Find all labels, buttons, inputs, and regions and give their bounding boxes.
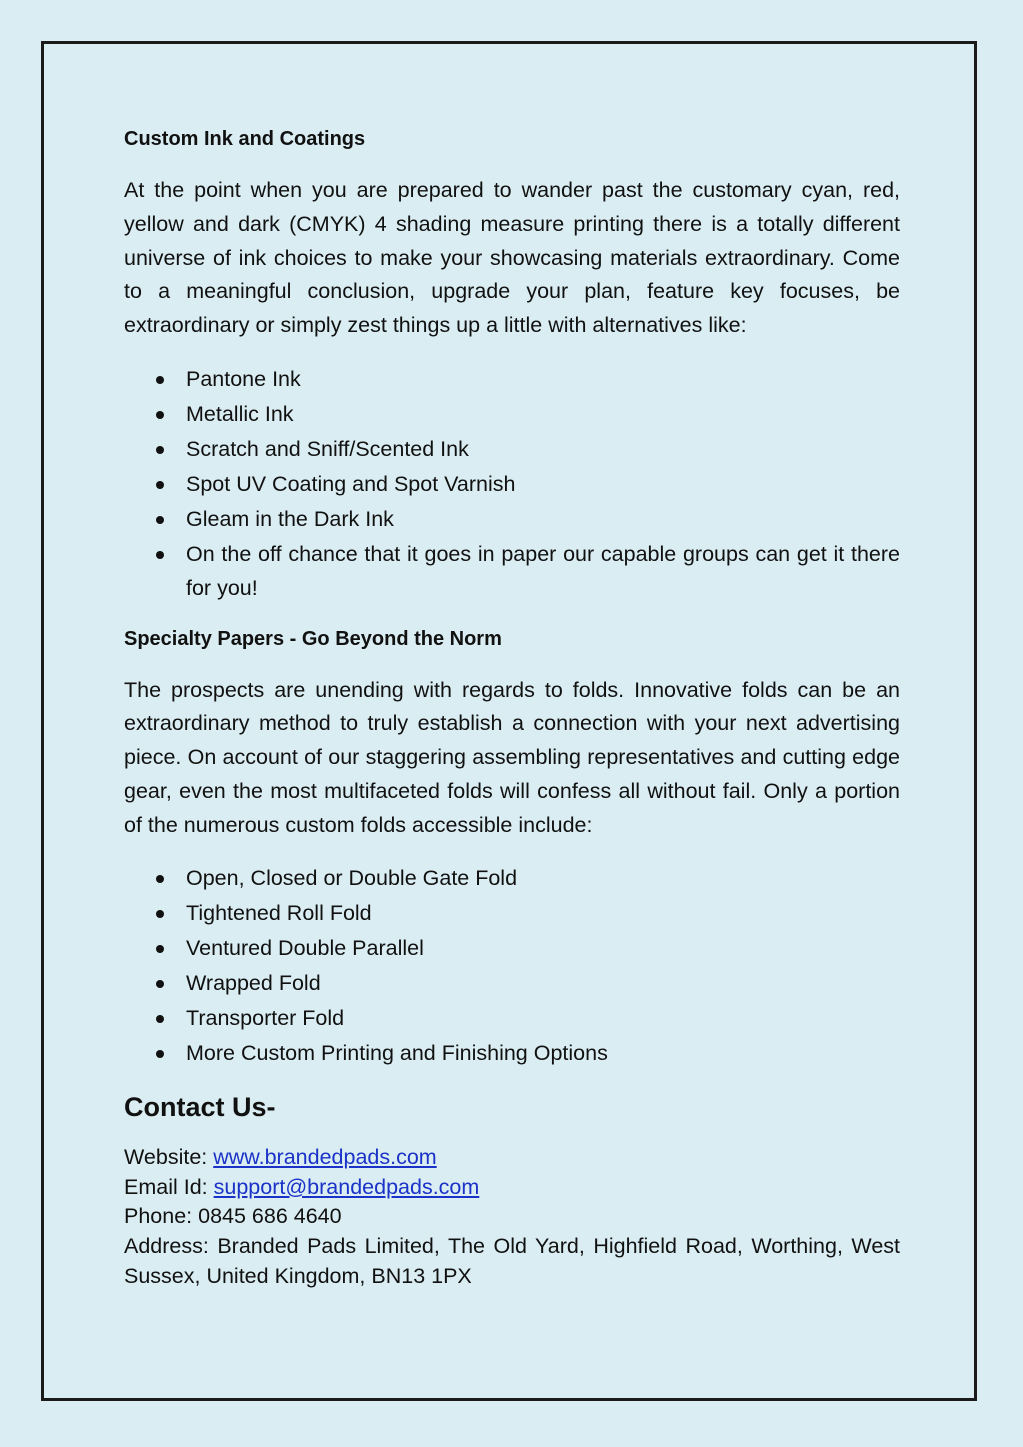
- list-item: Metallic Ink: [124, 398, 900, 432]
- list-item: More Custom Printing and Finishing Options: [124, 1037, 900, 1071]
- contact-phone: Phone: 0845 686 4640: [124, 1204, 342, 1229]
- contact-title: Contact Us-: [124, 1092, 276, 1123]
- section-heading-papers: Specialty Papers - Go Beyond the Norm: [124, 627, 502, 650]
- section-paragraph-ink: At the point when you are prepared to wander past the customary cyan, red, yellow and dark (CMYK) 4 shading measure printing there is a totally different universe of ink choices to make your showcasing materials extraordinary. Come to a meaningful conclusion, upgrade your plan, feature key focuses, be extraordinary or simply zest things up a little with alternatives like:: [124, 178, 900, 338]
- list-item: On the off chance that it goes in paper our capable groups can get it there for you!: [124, 538, 900, 606]
- bullet-icon: [156, 875, 164, 883]
- contact-email: Email Id: support@brandedpads.com: [124, 1174, 480, 1199]
- email-link[interactable]: support@brandedpads.com: [213, 1174, 480, 1199]
- bullet-icon: [156, 446, 164, 454]
- bullet-icon: [156, 551, 164, 559]
- bullet-icon: [156, 910, 164, 918]
- list-item: Scratch and Sniff/Scented Ink: [124, 433, 900, 467]
- website-link[interactable]: www.brandedpads.com: [213, 1145, 437, 1170]
- bullet-icon: [156, 945, 164, 953]
- bullet-icon: [156, 411, 164, 419]
- list-item: Open, Closed or Double Gate Fold: [124, 862, 900, 896]
- contact-address: Address: Branded Pads Limited, The Old Yard, Highfield Road, Worthing, West Sussex, United Kingdom, BN13 1PX: [124, 1233, 900, 1288]
- bullet-icon: [156, 376, 164, 384]
- bullet-icon: [156, 980, 164, 988]
- contact-website: Website: www.brandedpads.com: [124, 1145, 437, 1170]
- bullet-icon: [156, 1050, 164, 1058]
- list-item: Pantone Ink: [124, 363, 900, 397]
- fold-options-list: [124, 862, 900, 1071]
- list-item: Wrapped Fold: [124, 967, 900, 1001]
- list-item: Transporter Fold: [124, 1002, 900, 1036]
- list-item: Tightened Roll Fold: [124, 897, 900, 931]
- ink-options-list: [124, 363, 900, 606]
- bullet-icon: [156, 481, 164, 489]
- bullet-icon: [156, 1015, 164, 1023]
- bullet-icon: [156, 516, 164, 524]
- list-item: Gleam in the Dark Ink: [124, 503, 900, 537]
- document-content: [124, 124, 900, 1291]
- list-item: Ventured Double Parallel: [124, 932, 900, 966]
- section-paragraph-papers: The prospects are unending with regards to folds. Innovative folds can be an extraordinary method to truly establish a connection with your next advertising piece. On account of our staggering assembling representatives and cutting edge gear, even the most multifaceted folds will confess all without fail. Only a portion of the numerous custom folds accessible include:: [124, 677, 900, 837]
- list-item: Spot UV Coating and Spot Varnish: [124, 468, 900, 502]
- section-heading-ink: Custom Ink and Coatings: [124, 128, 366, 150]
